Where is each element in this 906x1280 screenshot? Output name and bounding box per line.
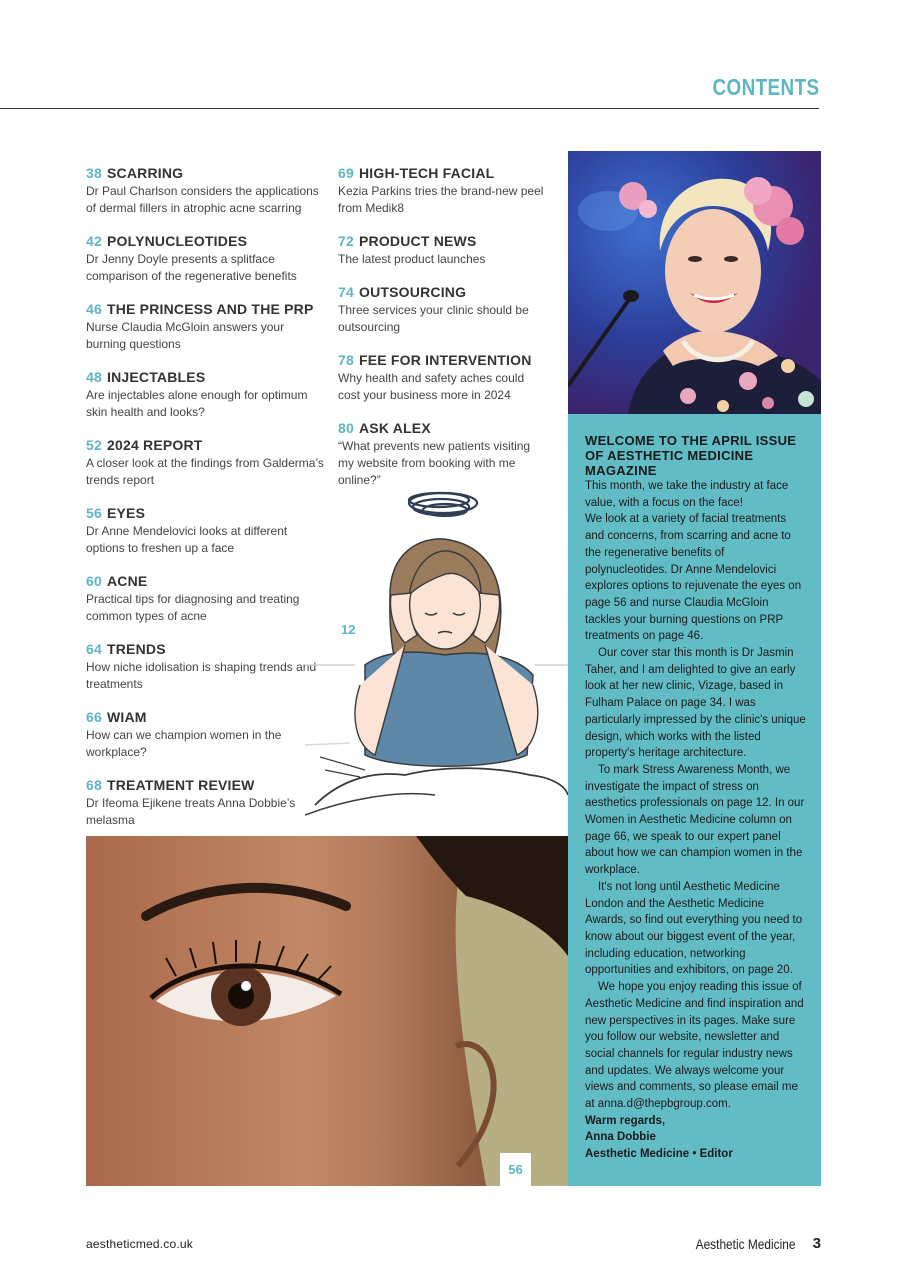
footer-website-link[interactable]: aestheticmed.co.uk [86, 1237, 193, 1251]
entry-heading [86, 233, 324, 250]
entry-page-number: 64 [86, 641, 102, 657]
entry-page-number: 80 [338, 420, 354, 436]
entry-page-number: 38 [86, 165, 102, 181]
signoff-regards: Warm regards, [585, 1114, 666, 1127]
entry-heading [338, 352, 548, 369]
signoff-role: Aesthetic Medicine • Editor [585, 1148, 733, 1161]
entry-page-number: 56 [86, 505, 102, 521]
entry-title: ASK ALEX [358, 420, 431, 436]
entry-description: Three services your clinic should be outsourcing [338, 303, 529, 334]
entry-heading [86, 301, 324, 318]
cover-star-portrait-image [568, 151, 821, 414]
entry-page-number: 74 [338, 284, 354, 300]
entry-page-number: 69 [338, 165, 354, 181]
contents-column-left [86, 165, 324, 845]
cover-star-photo [568, 151, 821, 414]
entry-title: OUTSOURCING [358, 284, 467, 300]
entry-heading [86, 369, 324, 386]
entry-description: Why health and safety aches could cost your business more in 2024 [338, 371, 525, 402]
entry-description: “What prevents new patients visiting my website from booking with me online?” [338, 439, 531, 487]
entry-page-number: 66 [86, 709, 102, 725]
welcome-paragraph: It's not long until Aesthetic Medicine London and the Aesthetic Medicine Awards, so find out everything you need to know about our biggest event of the year, including education, networking opportunities and exhibitors, on page 20. [585, 880, 803, 977]
welcome-paragraph: We hope you enjoy reading this issue of Aesthetic Medicine and find inspiration and new perspectives in its pages. Make sure you follow our website, newsletter and social channels for regular industry news and updates. We always welcome your views and comments, so please email me at anna.d@thepbgroup.com. [585, 981, 804, 1111]
entry-heading [86, 505, 324, 522]
entry-page-number: 78 [338, 352, 354, 368]
entry-heading [338, 165, 548, 182]
illustration-page-label: 12 [341, 622, 356, 637]
eye-closeup-image [86, 836, 568, 1186]
welcome-panel-content [585, 433, 807, 1163]
footer-magazine-name: Aesthetic Medicine [696, 1236, 796, 1252]
entry-description: Practical tips for diagnosing and treating common types of acne [86, 592, 300, 623]
entry-title: INJECTABLES [106, 369, 206, 385]
entry-page-number: 52 [86, 437, 102, 453]
contents-entry[interactable] [338, 352, 548, 404]
welcome-paragraph: We look at a variety of facial treatments and concerns, from scarring and acne to the regenerative benefits of polynucleotides. Dr Anne Mendelovici explores options to rejuvenate the eyes on page 56 and nurse Claudia McGloin tackles your burning questions on PRP treatments on page 46. [585, 513, 802, 643]
contents-entry[interactable] [86, 709, 324, 761]
contents-entry[interactable] [86, 165, 324, 217]
entry-page-number: 46 [86, 301, 102, 317]
entry-page-number: 48 [86, 369, 102, 385]
page-title: CONTENTS [711, 74, 819, 100]
entry-description: Dr Ifeoma Ejikene treats Anna Dobbie’s melasma [86, 796, 296, 827]
contents-entry[interactable] [86, 437, 324, 489]
entry-title: POLYNUCLEOTIDES [106, 233, 248, 249]
welcome-paragraph: This month, we take the industry at face value, with a focus on the face! [585, 480, 789, 509]
entry-heading [86, 437, 324, 454]
contents-entry[interactable] [86, 233, 324, 285]
contents-entry[interactable] [86, 573, 324, 625]
entry-title: TREATMENT REVIEW [106, 777, 255, 793]
contents-entry[interactable] [338, 165, 548, 217]
contents-entry[interactable] [86, 505, 324, 557]
entry-description: Dr Anne Mendelovici looks at different options to freshen up a face [86, 524, 288, 555]
entry-page-number: 68 [86, 777, 102, 793]
entry-title: THE PRINCESS AND THE PRP [106, 301, 314, 317]
welcome-body [585, 478, 807, 1113]
contents-entry[interactable] [86, 301, 324, 353]
contents-entry[interactable] [86, 777, 324, 829]
stressed-woman-illustration-image [305, 485, 568, 820]
entry-description: How niche idolisation is shaping trends and treatments [86, 660, 317, 691]
entry-description: A closer look at the findings from Galderma’s trends report [86, 456, 324, 487]
entry-description: Kezia Parkins tries the brand-new peel from Medik8 [338, 184, 544, 215]
entry-page-number: 42 [86, 233, 102, 249]
entry-title: ACNE [106, 573, 148, 589]
contents-entry[interactable] [86, 369, 324, 421]
entry-heading [86, 777, 324, 794]
entry-description: Dr Paul Charlson considers the applications of dermal fillers in atrophic acne scarring [86, 184, 319, 215]
entry-title: 2024 REPORT [106, 437, 203, 453]
entry-description: The latest product launches [338, 252, 486, 266]
contents-entry[interactable] [338, 233, 548, 268]
entry-title: TRENDS [106, 641, 166, 657]
entry-title: HIGH-TECH FACIAL [358, 165, 495, 181]
welcome-paragraph: To mark Stress Awareness Month, we investigate the impact of stress on aesthetics professionals on page 12. In our Women in Aesthetic Medicine column on page 66, we speak to our expert panel about how we can champion women in the workplace. [585, 763, 805, 877]
entry-heading [86, 165, 324, 182]
entry-description: Are injectables alone enough for optimum skin health and looks? [86, 388, 308, 419]
entry-title: WIAM [106, 709, 147, 725]
entry-heading [338, 284, 548, 301]
welcome-paragraph: Our cover star this month is Dr Jasmin Taher, and I am delighted to give an early look at her new clinic, Vizage, based in Fulham Palace on page 34. I was particularly impressed by the clinic's unique design, which works with the listed property's heritage architecture. [585, 647, 806, 760]
entry-title: EYES [106, 505, 146, 521]
contents-entry[interactable] [338, 420, 548, 489]
eye-photo-page-label: 56 [500, 1153, 531, 1186]
contents-entry[interactable] [86, 641, 324, 693]
entry-heading [86, 709, 324, 726]
welcome-title: WELCOME TO THE APRIL ISSUE OF AESTHETIC MEDICINE MAGAZINE [585, 433, 797, 478]
header-rule [0, 108, 819, 109]
signoff-name: Anna Dobbie [585, 1131, 656, 1144]
entry-heading [86, 573, 324, 590]
stress-illustration [305, 485, 568, 820]
entry-description: Dr Jenny Doyle presents a splitface comparison of the regenerative benefits [86, 252, 297, 283]
entry-page-number: 60 [86, 573, 102, 589]
entry-heading [338, 233, 548, 250]
contents-column-middle [338, 165, 548, 505]
entry-heading [86, 641, 324, 658]
welcome-panel [568, 414, 821, 1186]
footer-page-number: 3 [812, 1235, 821, 1252]
entry-heading [338, 420, 548, 437]
entry-title: SCARRING [106, 165, 184, 181]
eye-closeup-photo [86, 836, 568, 1186]
entry-description: How can we champion women in the workplace? [86, 728, 282, 759]
entry-title: FEE FOR INTERVENTION [358, 352, 532, 368]
entry-description: Nurse Claudia McGloin answers your burning questions [86, 320, 285, 351]
entry-title: PRODUCT NEWS [358, 233, 477, 249]
contents-entry[interactable] [338, 284, 548, 336]
entry-page-number: 72 [338, 233, 354, 249]
